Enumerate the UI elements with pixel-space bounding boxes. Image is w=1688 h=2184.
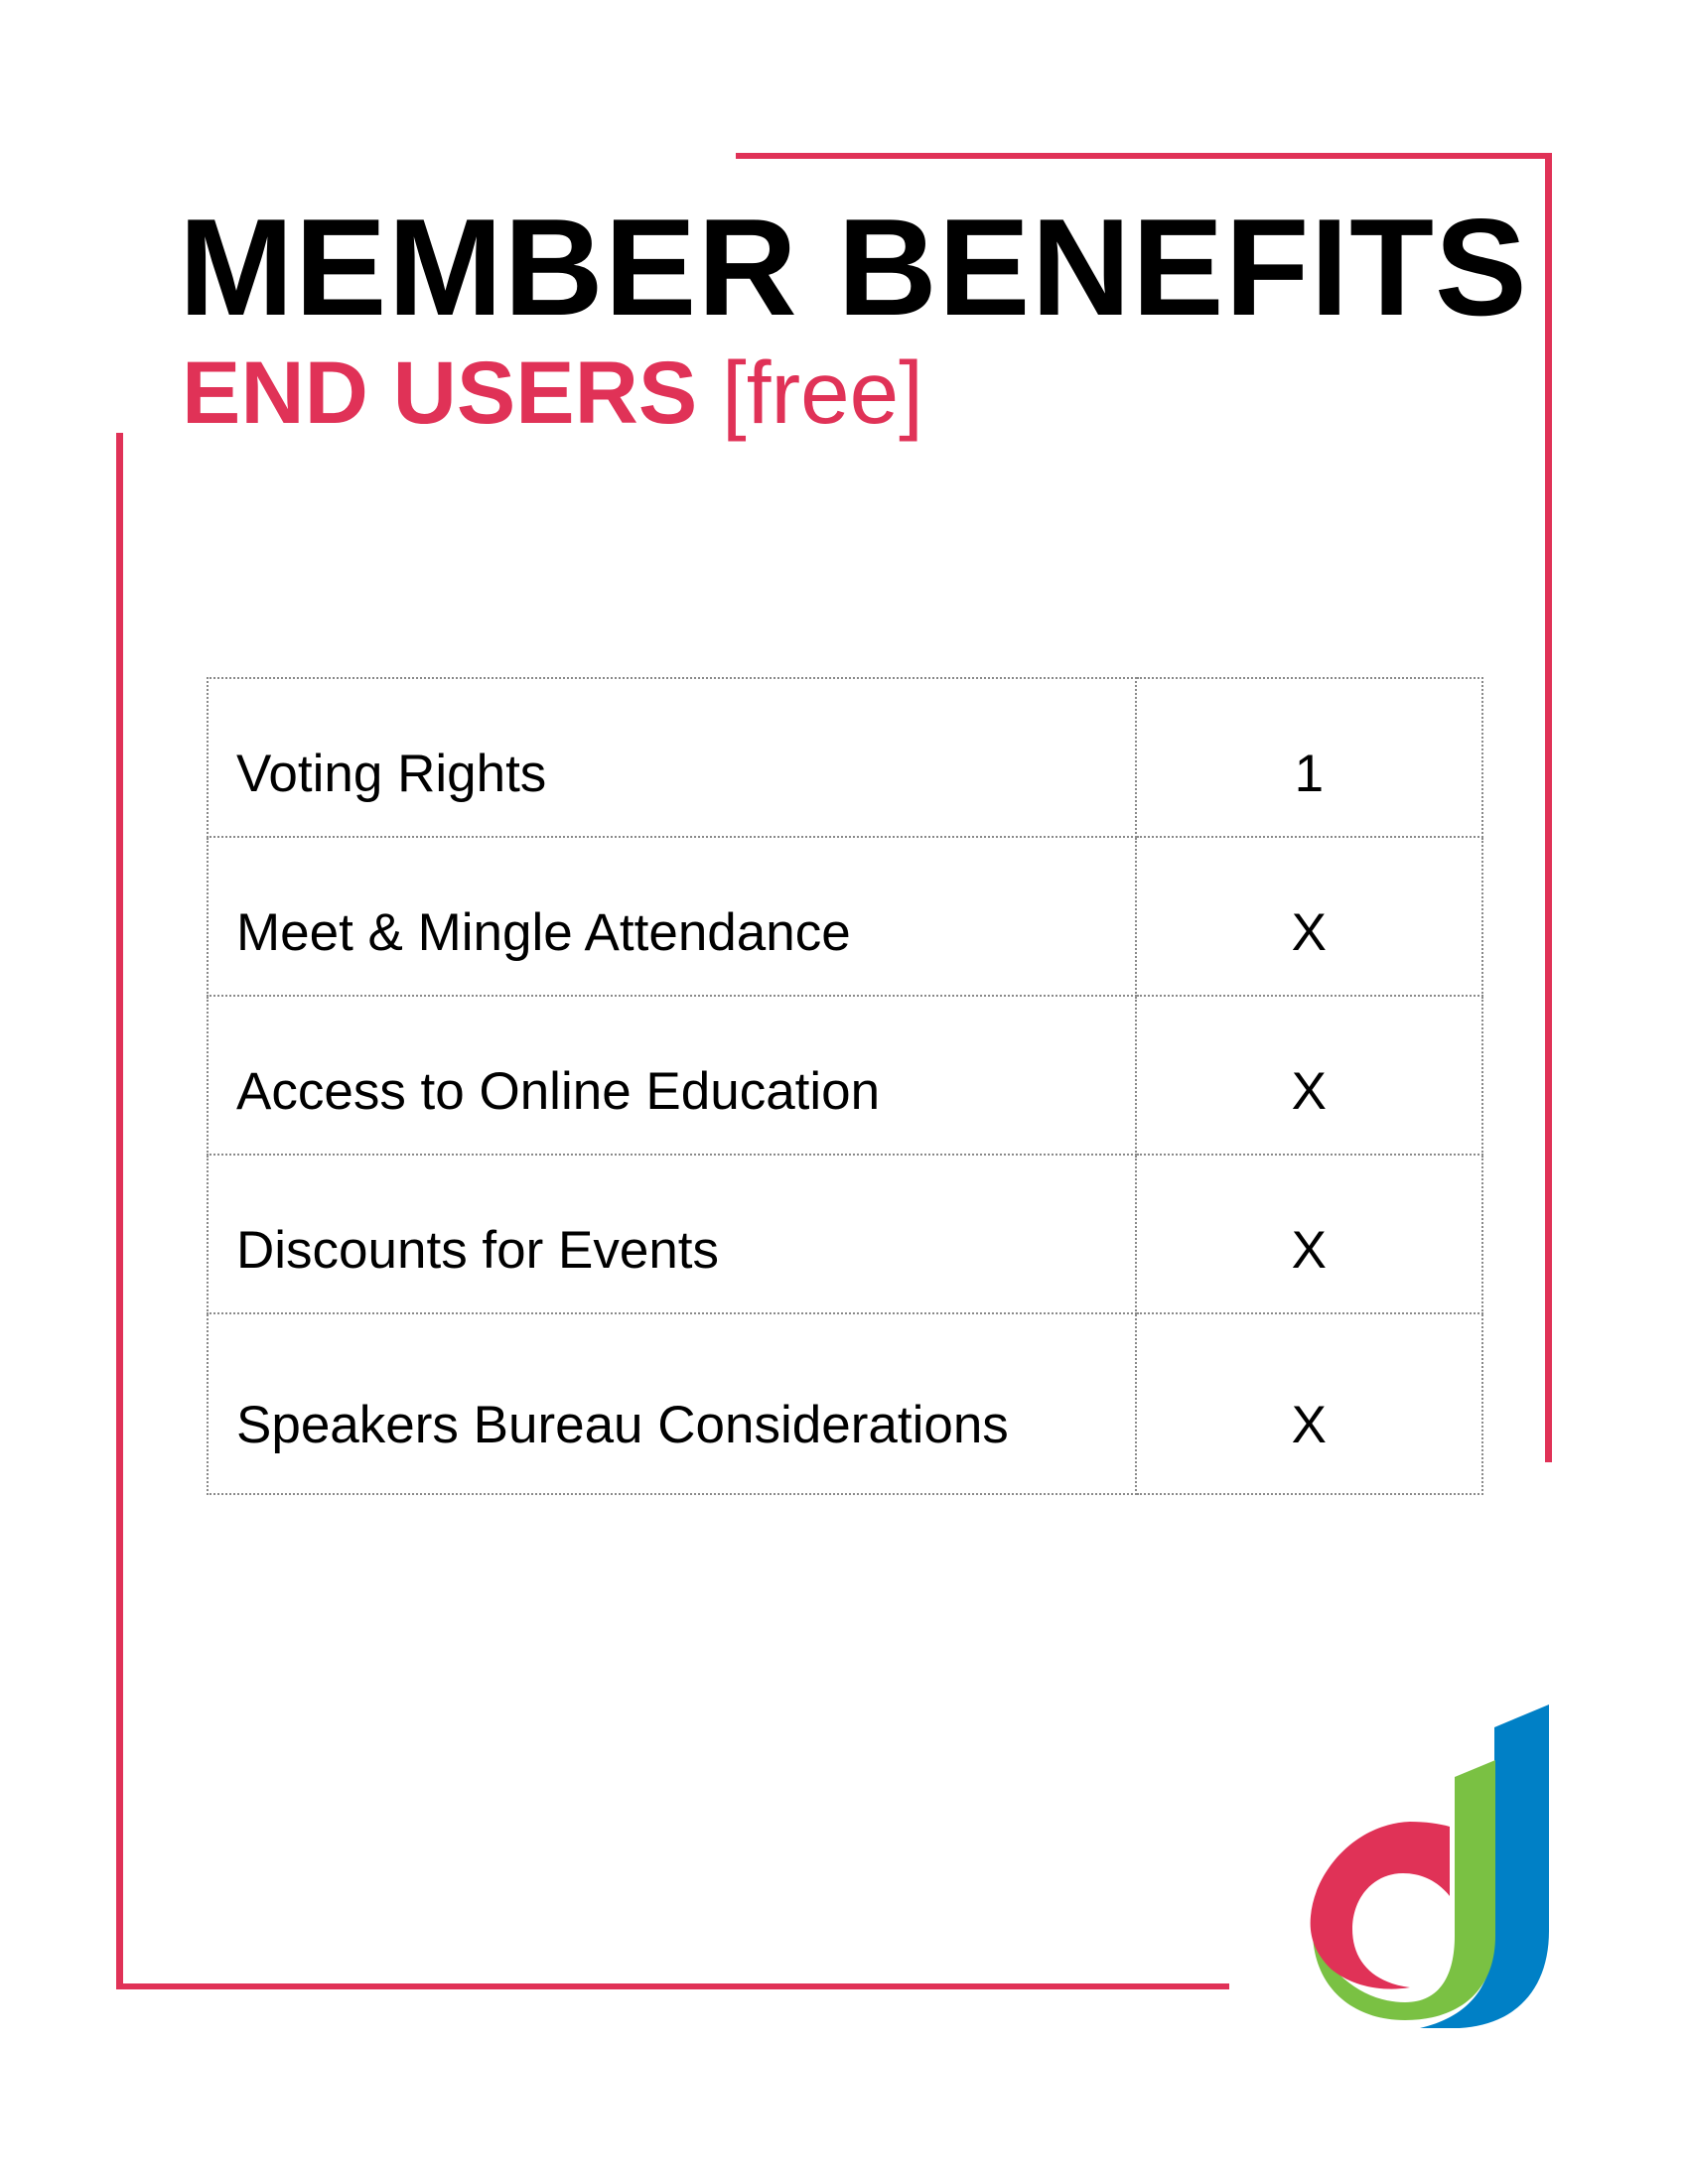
- benefit-value: X: [1136, 996, 1482, 1155]
- benefit-label: Speakers Bureau Considerations: [208, 1313, 1136, 1494]
- table-row: [208, 678, 1482, 837]
- frame-line-bottom: [116, 1983, 1229, 1989]
- frame-line-top: [736, 153, 1552, 159]
- table-row: [208, 996, 1482, 1155]
- benefit-label: Access to Online Education: [208, 996, 1136, 1155]
- benefits-table: [207, 677, 1483, 1495]
- subtitle-audience: END USERS: [182, 342, 698, 442]
- table-row: [208, 837, 1482, 996]
- frame-line-left: [116, 433, 123, 1989]
- benefit-label: Voting Rights: [208, 678, 1136, 837]
- benefit-value: X: [1136, 1155, 1482, 1313]
- benefit-value: 1: [1136, 678, 1482, 837]
- benefit-value: X: [1136, 837, 1482, 996]
- benefit-label: Discounts for Events: [208, 1155, 1136, 1313]
- subtitle-price: [free]: [722, 342, 923, 442]
- table-row: [208, 1313, 1482, 1494]
- benefit-value: X: [1136, 1313, 1482, 1494]
- d-logo-icon: [1301, 1693, 1559, 2030]
- table-row: [208, 1155, 1482, 1313]
- page-subtitle: [182, 342, 923, 442]
- frame-line-right: [1545, 153, 1552, 1462]
- page-title: MEMBER BENEFITS: [179, 191, 1528, 344]
- benefit-label: Meet & Mingle Attendance: [208, 837, 1136, 996]
